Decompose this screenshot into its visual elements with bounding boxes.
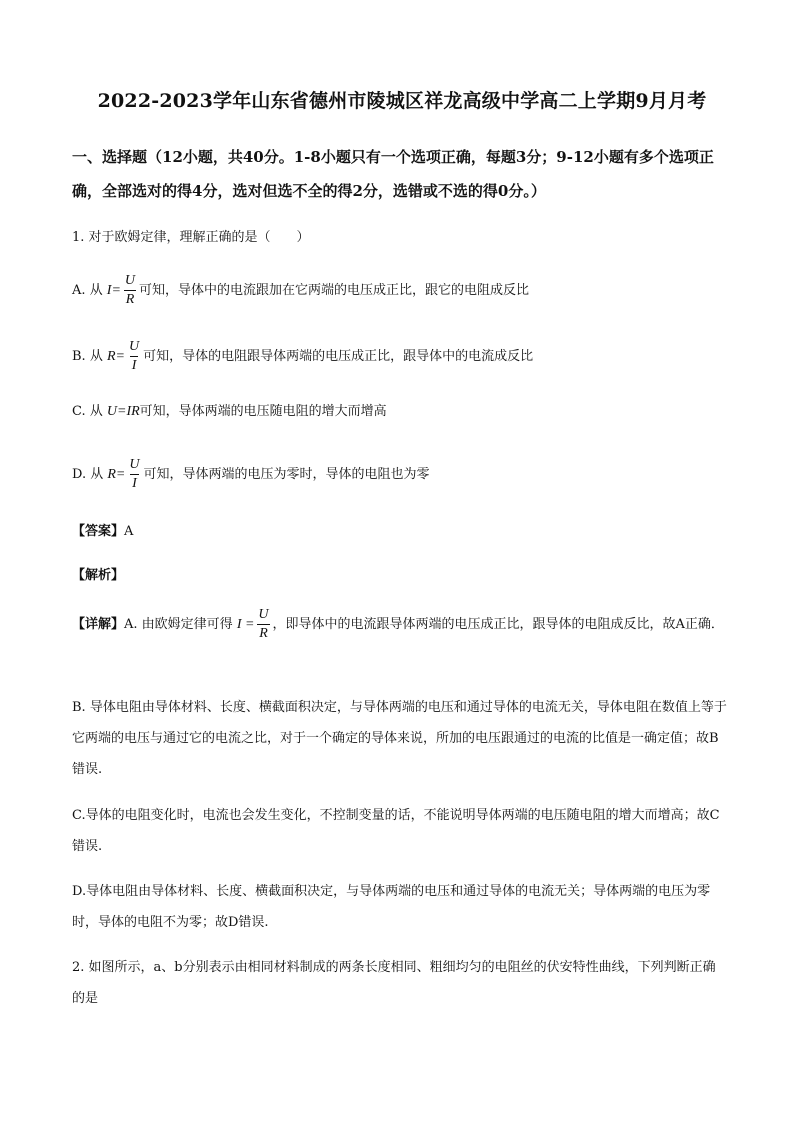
detail-label: 【详解】 — [72, 617, 125, 632]
detail-a-denominator: R — [259, 626, 268, 641]
detail-a — [72, 608, 727, 641]
detail-c: C.导体的电阻变化时，电流也会发生变化，不控制变量的话，不能说明导体两端的电压随电阻的增大而增高；故C错误. — [72, 808, 720, 854]
answer-label: 【答案】 — [72, 524, 125, 539]
option-b-denominator: I — [131, 358, 137, 373]
option-d-var: R= — [107, 467, 126, 482]
answer-value: A — [124, 524, 134, 539]
option-b-numerator: U — [128, 339, 140, 354]
option-b-var: R= — [106, 349, 125, 364]
option-c — [72, 402, 387, 422]
question-1-stem: 1. 对于欧姆定律，理解正确的是（ ） — [72, 230, 310, 245]
detail-a-fraction — [256, 608, 270, 641]
option-d-prefix: D. 从 — [72, 467, 104, 482]
option-b — [72, 340, 533, 373]
option-c-prefix: C. 从 — [72, 404, 103, 419]
option-d-text: 可知，导体两端的电压为零时，导体的电阻也为零 — [143, 467, 430, 482]
detail-d: D.导体电阻由导体材料、长度、横截面积决定，与导体两端的电压和通过导体的电流无关；导体两端的电压为零时，导体的电阻不为零；故D错误. — [72, 884, 711, 930]
section-heading: 一、选择题（12小题，共40分。1-8小题只有一个选项正确，每题3分；9-12小题有多个选项正确，全部选对的得4分，选对但选不全的得2分，选错或不选的得0分。） — [72, 148, 714, 200]
option-b-fraction — [127, 340, 141, 373]
detail-a-var: I = — [236, 617, 255, 632]
option-a — [72, 274, 529, 307]
option-c-text: 可知，导体两端的电压随电阻的增大而增高 — [139, 404, 387, 419]
answer-line — [72, 522, 133, 542]
question-2-stem: 2. 如图所示，a、b分别表示由相同材料制成的两条长度相同、粗细均匀的电阻丝的伏安特性曲线，下列判断正确的是 — [72, 960, 716, 1006]
detail-a-prefix: A. 由欧姆定律可得 — [124, 617, 233, 632]
option-d — [72, 458, 430, 491]
detail-a-numerator: U — [258, 607, 269, 622]
analysis-label-text: 【解析】 — [72, 568, 125, 583]
detail-b: B. 导体电阻由导体材料、长度、横截面积决定，与导体两端的电压和通过导体的电流无关，导体电阻在数值上等于它两端的电压与通过它的电流之比，对于一个确定的导体来说，所加的电压跟通过的电流的比值是一确定值；故B错误. — [72, 700, 727, 777]
analysis-label — [72, 566, 124, 586]
option-c-var: U=IR — [106, 404, 140, 419]
option-a-denominator: R — [125, 292, 135, 307]
option-d-numerator: U — [129, 457, 140, 472]
option-a-numerator: U — [124, 273, 136, 288]
option-a-text: 可知，导体中的电流跟加在它两端的电压成正比，跟它的电阻成反比 — [139, 283, 530, 298]
option-a-var: I= — [106, 283, 121, 298]
option-b-prefix: B. 从 — [72, 349, 103, 364]
option-b-text: 可知，导体的电阻跟导体两端的电压成正比，跟导体中的电流成反比 — [143, 349, 534, 364]
detail-a-text: ，即导体中的电流跟导体两端的电压成正比，跟导体的电阻成反比，故A正确． — [272, 617, 724, 632]
exam-title: 2022-2023学年山东省德州市陵城区祥龙高级中学高二上学期9月月考 — [97, 90, 707, 112]
option-d-denominator: I — [132, 476, 137, 491]
option-d-fraction — [127, 458, 141, 491]
option-a-prefix: A. 从 — [72, 283, 103, 298]
option-a-fraction — [123, 274, 137, 307]
